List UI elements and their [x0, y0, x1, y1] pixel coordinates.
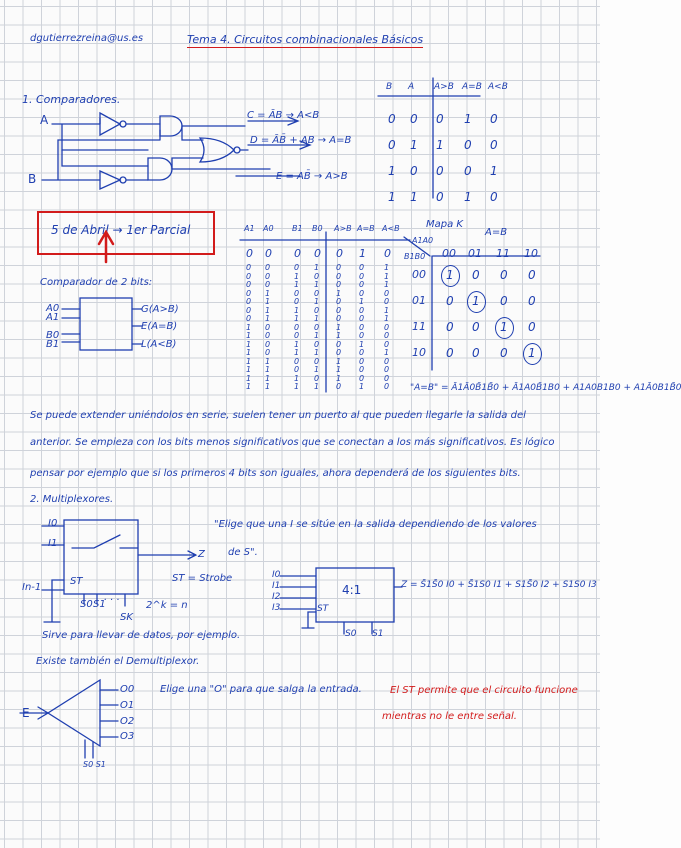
mux41-box	[316, 568, 394, 622]
mux-sel-sk: SK	[120, 612, 133, 623]
demux-in-e: E	[22, 706, 30, 720]
tt2-cell: 0	[314, 271, 320, 281]
tt2-cell: 0	[314, 322, 320, 332]
tt2-cell: 1	[384, 348, 390, 357]
tt1-header: A<B	[488, 82, 508, 92]
not-gate-b	[100, 171, 120, 189]
nor-gate-d	[200, 138, 234, 162]
tt2-cell: 0	[246, 247, 253, 260]
tt1-cell: 0	[436, 112, 444, 126]
tt2-cell: 1	[336, 373, 342, 383]
tt2-cell: 0	[294, 365, 300, 374]
tt2-cell: 0	[359, 322, 365, 332]
tt1-cell: 0	[410, 112, 418, 126]
tt2-cell: 0	[336, 247, 343, 260]
kmap-cell: 1	[446, 268, 454, 282]
tt1-cell: 0	[410, 164, 418, 178]
tt2-cell: 0	[359, 314, 365, 323]
section-comparators-heading: 1. Comparadores.	[22, 93, 121, 106]
tt2-header: A=B	[357, 224, 375, 233]
tt2-cell: 0	[336, 314, 342, 323]
and-gate-e	[148, 158, 172, 180]
tt1-cell: 0	[388, 112, 396, 126]
mux-sel-s0: S0	[80, 599, 93, 610]
mux-st-label: ST	[70, 576, 83, 587]
tt2-cell: 0	[265, 280, 271, 289]
tt2-cell: 0	[265, 348, 271, 357]
tt2-cell: 0	[336, 280, 342, 289]
tt1-cell: 0	[464, 164, 472, 178]
tt2-cell: 0	[246, 288, 252, 298]
tt2-cell: 1	[246, 365, 252, 374]
tt1-header: A>B	[434, 82, 454, 92]
mux41-in-i2: I2	[272, 592, 281, 602]
tt2-header: A>B	[334, 224, 352, 233]
tt1-cell: 0	[464, 138, 472, 152]
tt2-cell: 0	[359, 331, 365, 340]
tt2-cell: 1	[246, 348, 252, 357]
tt2-cell: 0	[265, 271, 271, 281]
tt2-cell: 0	[265, 322, 271, 332]
demux-out-o1: O1	[120, 700, 135, 711]
kmap-cell: 0	[528, 320, 536, 334]
tt2-cell: 1	[246, 339, 252, 349]
mux41-in-i3: I3	[272, 603, 281, 613]
demux-sel: S0 S1	[83, 760, 106, 769]
tt2-header: A0	[263, 224, 274, 233]
tt2-cell: 0	[359, 356, 365, 366]
output-c-label: C = ĀB → A<B	[247, 110, 320, 121]
tt2-cell: 1	[384, 305, 390, 315]
tt1-cell: 0	[490, 112, 498, 126]
tt2-cell: 0	[384, 331, 390, 340]
tt2-cell: 0	[384, 297, 390, 306]
tt2-cell: 0	[384, 247, 391, 260]
demux-red-note-2: mientras no le entre señal.	[382, 711, 517, 722]
tt2-cell: 0	[336, 271, 342, 281]
tt2-cell: 1	[359, 247, 366, 260]
c2-output-g: G(A>B)	[141, 304, 179, 315]
tt2-cell: 1	[294, 382, 300, 391]
demux-heading: Existe también el Demultiplexor.	[36, 656, 200, 667]
tt2-cell: 0	[384, 322, 390, 332]
tt2-cell: 1	[384, 271, 390, 281]
tt2-cell: 1	[265, 356, 271, 366]
kmap-row-header: 01	[412, 294, 426, 307]
tt2-cell: 0	[336, 348, 342, 357]
tt2-cell: 0	[294, 331, 300, 340]
tt1-cell: 0	[490, 190, 498, 204]
tt2-cell: 0	[359, 280, 365, 289]
c2-output-e: E(A=B)	[141, 321, 178, 332]
note-box-text: 5 de Abril → 1er Parcial	[51, 223, 191, 237]
tt1-cell: 1	[388, 190, 396, 204]
tt2-cell: 0	[359, 373, 365, 383]
kmap-cell: 0	[528, 268, 536, 282]
tt2-cell: 0	[314, 305, 320, 315]
tt2-cell: 0	[336, 263, 342, 272]
mux-box	[64, 520, 138, 594]
tt2-cell: 1	[384, 280, 390, 289]
tt2-cell: 1	[246, 331, 252, 340]
tt2-cell: 1	[314, 365, 320, 374]
tt2-cell: 1	[314, 348, 320, 357]
tt2-cell: 0	[314, 247, 321, 260]
tt2-cell: 0	[384, 365, 390, 374]
tt2-cell: 1	[294, 280, 300, 289]
kmap-subtitle: A=B	[485, 227, 508, 238]
tt2-cell: 0	[246, 314, 252, 323]
tt2-cell: 1	[265, 382, 271, 391]
tt2-cell: 1	[265, 288, 271, 298]
tt2-cell: 0	[294, 247, 301, 260]
c2-input-a1: A1	[46, 312, 60, 323]
paragraph-line-3: pensar por ejemplo que si los primeros 4 bits son iguales, ahora dependerá de los siguientes bits.	[30, 468, 521, 479]
tt2-cell: 1	[265, 297, 271, 306]
tt1-cell: 1	[490, 164, 498, 178]
demux-out-o2: O2	[120, 716, 135, 727]
mux-quote-1: "Elige que una I se sitúe en la salida dependiendo de los valores	[214, 519, 537, 530]
tt1-cell: 1	[410, 190, 418, 204]
kmap-col-header: 11	[496, 247, 510, 260]
c2-output-l: L(A<B)	[141, 339, 177, 350]
tt2-cell: 0	[359, 288, 365, 298]
tt2-cell: 0	[294, 322, 300, 332]
page-title: Tema 4. Circuitos combinacionales Básicos	[187, 33, 424, 46]
tt2-cell: 1	[294, 373, 300, 383]
tt2-cell: 0	[384, 339, 390, 349]
tt2-cell: 1	[294, 339, 300, 349]
tt2-cell: 1	[359, 339, 365, 349]
kmap-cell: 0	[446, 320, 454, 334]
tt1-cell: 1	[388, 164, 396, 178]
and-gate-c	[160, 116, 182, 136]
tt1-header: A=B	[462, 82, 482, 92]
tt2-header: A1	[244, 224, 255, 233]
input-a-label: A	[40, 113, 49, 127]
tt2-cell: 1	[336, 356, 342, 366]
tt2-cell: 0	[294, 288, 300, 298]
tt2-cell: 0	[265, 339, 271, 349]
kmap-title: Mapa K	[426, 219, 463, 230]
kmap-cell: 0	[500, 268, 508, 282]
demux-text: Elige una "O" para que salga la entrada.	[160, 684, 362, 695]
tt2-cell: 1	[359, 297, 365, 306]
tt2-cell: 0	[359, 348, 365, 357]
tt2-cell: 1	[265, 305, 271, 315]
kmap-col-header: 10	[524, 247, 538, 260]
kmap-equation: "A=B" = Ā1Ā0B̄1B̄0 + Ā1A0B̄1B0 + A1A0B1B0 + A1Ā0B1B̄0	[410, 383, 681, 393]
output-e-label: E = AB̄ → A>B	[276, 171, 348, 182]
tt1-cell: 0	[436, 164, 444, 178]
tt2-cell: 1	[336, 365, 342, 374]
tt2-cell: 1	[314, 382, 320, 391]
mux-sel-s1: S1	[93, 599, 106, 610]
tt2-cell: 1	[314, 263, 320, 272]
kmap-row-header: 00	[412, 268, 426, 281]
mux41-st: ST	[317, 604, 329, 614]
wire-b	[42, 130, 160, 180]
tt2-header: A<B	[382, 224, 400, 233]
mux41-in-i1: I1	[272, 581, 281, 591]
tt2-cell: 0	[314, 373, 320, 383]
tt2-cell: 0	[246, 263, 252, 272]
kmap-col-header: 01	[468, 247, 482, 260]
mux-strobe: ST = Strobe	[172, 573, 233, 584]
kmap-row-var: B1B0	[404, 252, 426, 261]
mux-pow: 2^k = n	[146, 600, 188, 611]
tt2-cell: 1	[314, 331, 320, 340]
mux41-equation: Z = S̄1S̄0 I0 + S̄1S0 I1 + S1S̄0 I2 + S1S0 I3	[401, 580, 597, 590]
tt2-cell: 0	[294, 356, 300, 366]
tt2-cell: 1	[359, 382, 365, 391]
tt1-cell: 0	[436, 190, 444, 204]
tt1-cell: 1	[464, 190, 472, 204]
kmap-cell: 0	[528, 294, 536, 308]
kmap-cell: 0	[446, 346, 454, 360]
tt1-cell: 1	[464, 112, 472, 126]
tt1-cell: 0	[388, 138, 396, 152]
tt2-cell: 1	[336, 288, 342, 298]
mux41-in-i0: I0	[272, 570, 281, 580]
tt2-cell: 1	[336, 322, 342, 332]
tt2-cell: 1	[246, 322, 252, 332]
tt2-cell: 0	[359, 365, 365, 374]
tt2-cell: 0	[336, 339, 342, 349]
kmap-cell: 0	[472, 346, 480, 360]
kmap-col-header: 00	[442, 247, 456, 260]
tt1-header: B	[386, 82, 393, 92]
mux41-label: 4:1	[342, 583, 362, 597]
tt2-cell: 1	[294, 305, 300, 315]
demux-red-note-1: El ST permite que el circuito funcione	[390, 685, 578, 696]
mux-sel-dots: . . .	[104, 592, 120, 603]
tt2-cell: 0	[246, 280, 252, 289]
mux-in-i0: I0	[48, 518, 58, 529]
comparator-2bit-heading: Comparador de 2 bits:	[40, 277, 153, 288]
tt2-cell: 0	[265, 247, 272, 260]
tt2-cell: 0	[246, 271, 252, 281]
tt2-cell: 1	[314, 280, 320, 289]
tt2-cell: 0	[265, 263, 271, 272]
kmap-cell: 1	[500, 320, 508, 334]
kmap-cell: 0	[446, 294, 454, 308]
tt2-cell: 0	[384, 382, 390, 391]
tt2-cell: 1	[246, 373, 252, 383]
tt2-cell: 0	[384, 288, 390, 298]
output-d-label: D = ĀB̄ + AB → A=B	[250, 135, 352, 146]
tt2-cell: 1	[294, 271, 300, 281]
kmap-cell: 0	[472, 268, 480, 282]
tt2-cell: 0	[314, 288, 320, 298]
tt2-cell: 0	[336, 382, 342, 391]
tt2-cell: 1	[246, 356, 252, 366]
paragraph-line-1: Se puede extender uniéndolos en serie, suelen tener un puerto al que pueden llegarle la salida del	[30, 410, 526, 421]
demux-out-o0: O0	[120, 684, 135, 695]
kmap-col-var: A1A0	[412, 236, 434, 245]
tt2-cell: 1	[265, 314, 271, 323]
not-gate-a	[100, 113, 120, 135]
section-mux-heading: 2. Multiplexores.	[30, 494, 114, 505]
c2-input-b1: B1	[46, 339, 60, 350]
tt2-cell: 0	[384, 356, 390, 366]
mux-in-i1: I1	[48, 538, 58, 549]
tt2-header: B1	[292, 224, 303, 233]
tt2-cell: 0	[246, 305, 252, 315]
kmap-row-header: 10	[412, 346, 426, 359]
kmap-cell: 1	[528, 346, 536, 360]
mux-in-in1: In-1	[22, 582, 42, 593]
tt1-cell: 0	[490, 138, 498, 152]
tt2-header: B0	[312, 224, 323, 233]
mux-note: Sirve para llevar de datos, por ejemplo.	[42, 630, 241, 641]
tt2-cell: 1	[314, 314, 320, 323]
mux-quote-2: de S".	[228, 547, 258, 558]
tt2-cell: 1	[294, 314, 300, 323]
tt2-cell: 0	[246, 297, 252, 306]
kmap-cell: 0	[500, 346, 508, 360]
tt1-cell: 1	[436, 138, 444, 152]
mux-out-z: Z	[198, 549, 205, 560]
input-b-label: B	[28, 172, 37, 186]
tt2-cell: 0	[336, 305, 342, 315]
mux41-sel-s1: S1	[372, 629, 384, 639]
tt2-cell: 1	[314, 297, 320, 306]
kmap-row-header: 11	[412, 320, 426, 333]
tt1-header: A	[408, 82, 415, 92]
tt2-cell: 1	[265, 365, 271, 374]
tt2-cell: 0	[359, 305, 365, 315]
tt2-cell: 0	[384, 373, 390, 383]
tt2-cell: 0	[314, 356, 320, 366]
comparator-2bit-box	[80, 298, 132, 350]
tt2-cell: 0	[294, 263, 300, 272]
tt2-cell: 1	[336, 331, 342, 340]
tt2-cell: 1	[294, 348, 300, 357]
tt2-cell: 1	[384, 314, 390, 323]
tt2-cell: 0	[314, 339, 320, 349]
c2-input-a0: A0	[46, 303, 60, 314]
author-email: dgutierrezreina@us.es	[30, 33, 144, 44]
mux41-sel-s0: S0	[345, 629, 357, 639]
tt2-cell: 0	[336, 297, 342, 306]
tt2-cell: 1	[246, 382, 252, 391]
tt1-cell: 1	[410, 138, 418, 152]
tt2-cell: 1	[384, 263, 390, 272]
tt2-cell: 0	[359, 271, 365, 281]
paragraph-line-2: anterior. Se empieza con los bits menos significativos que se conectan a los más significativos. Es lógico	[30, 437, 555, 448]
kmap-cell: 1	[472, 294, 480, 308]
tt2-cell: 0	[265, 331, 271, 340]
demux-shape	[48, 680, 100, 746]
demux-out-o3: O3	[120, 731, 135, 742]
kmap-cell: 0	[500, 294, 508, 308]
tt2-cell: 0	[359, 263, 365, 272]
tt2-cell: 0	[294, 297, 300, 306]
kmap-cell: 0	[472, 320, 480, 334]
tt2-cell: 1	[265, 373, 271, 383]
c2-input-b0: B0	[46, 330, 60, 341]
